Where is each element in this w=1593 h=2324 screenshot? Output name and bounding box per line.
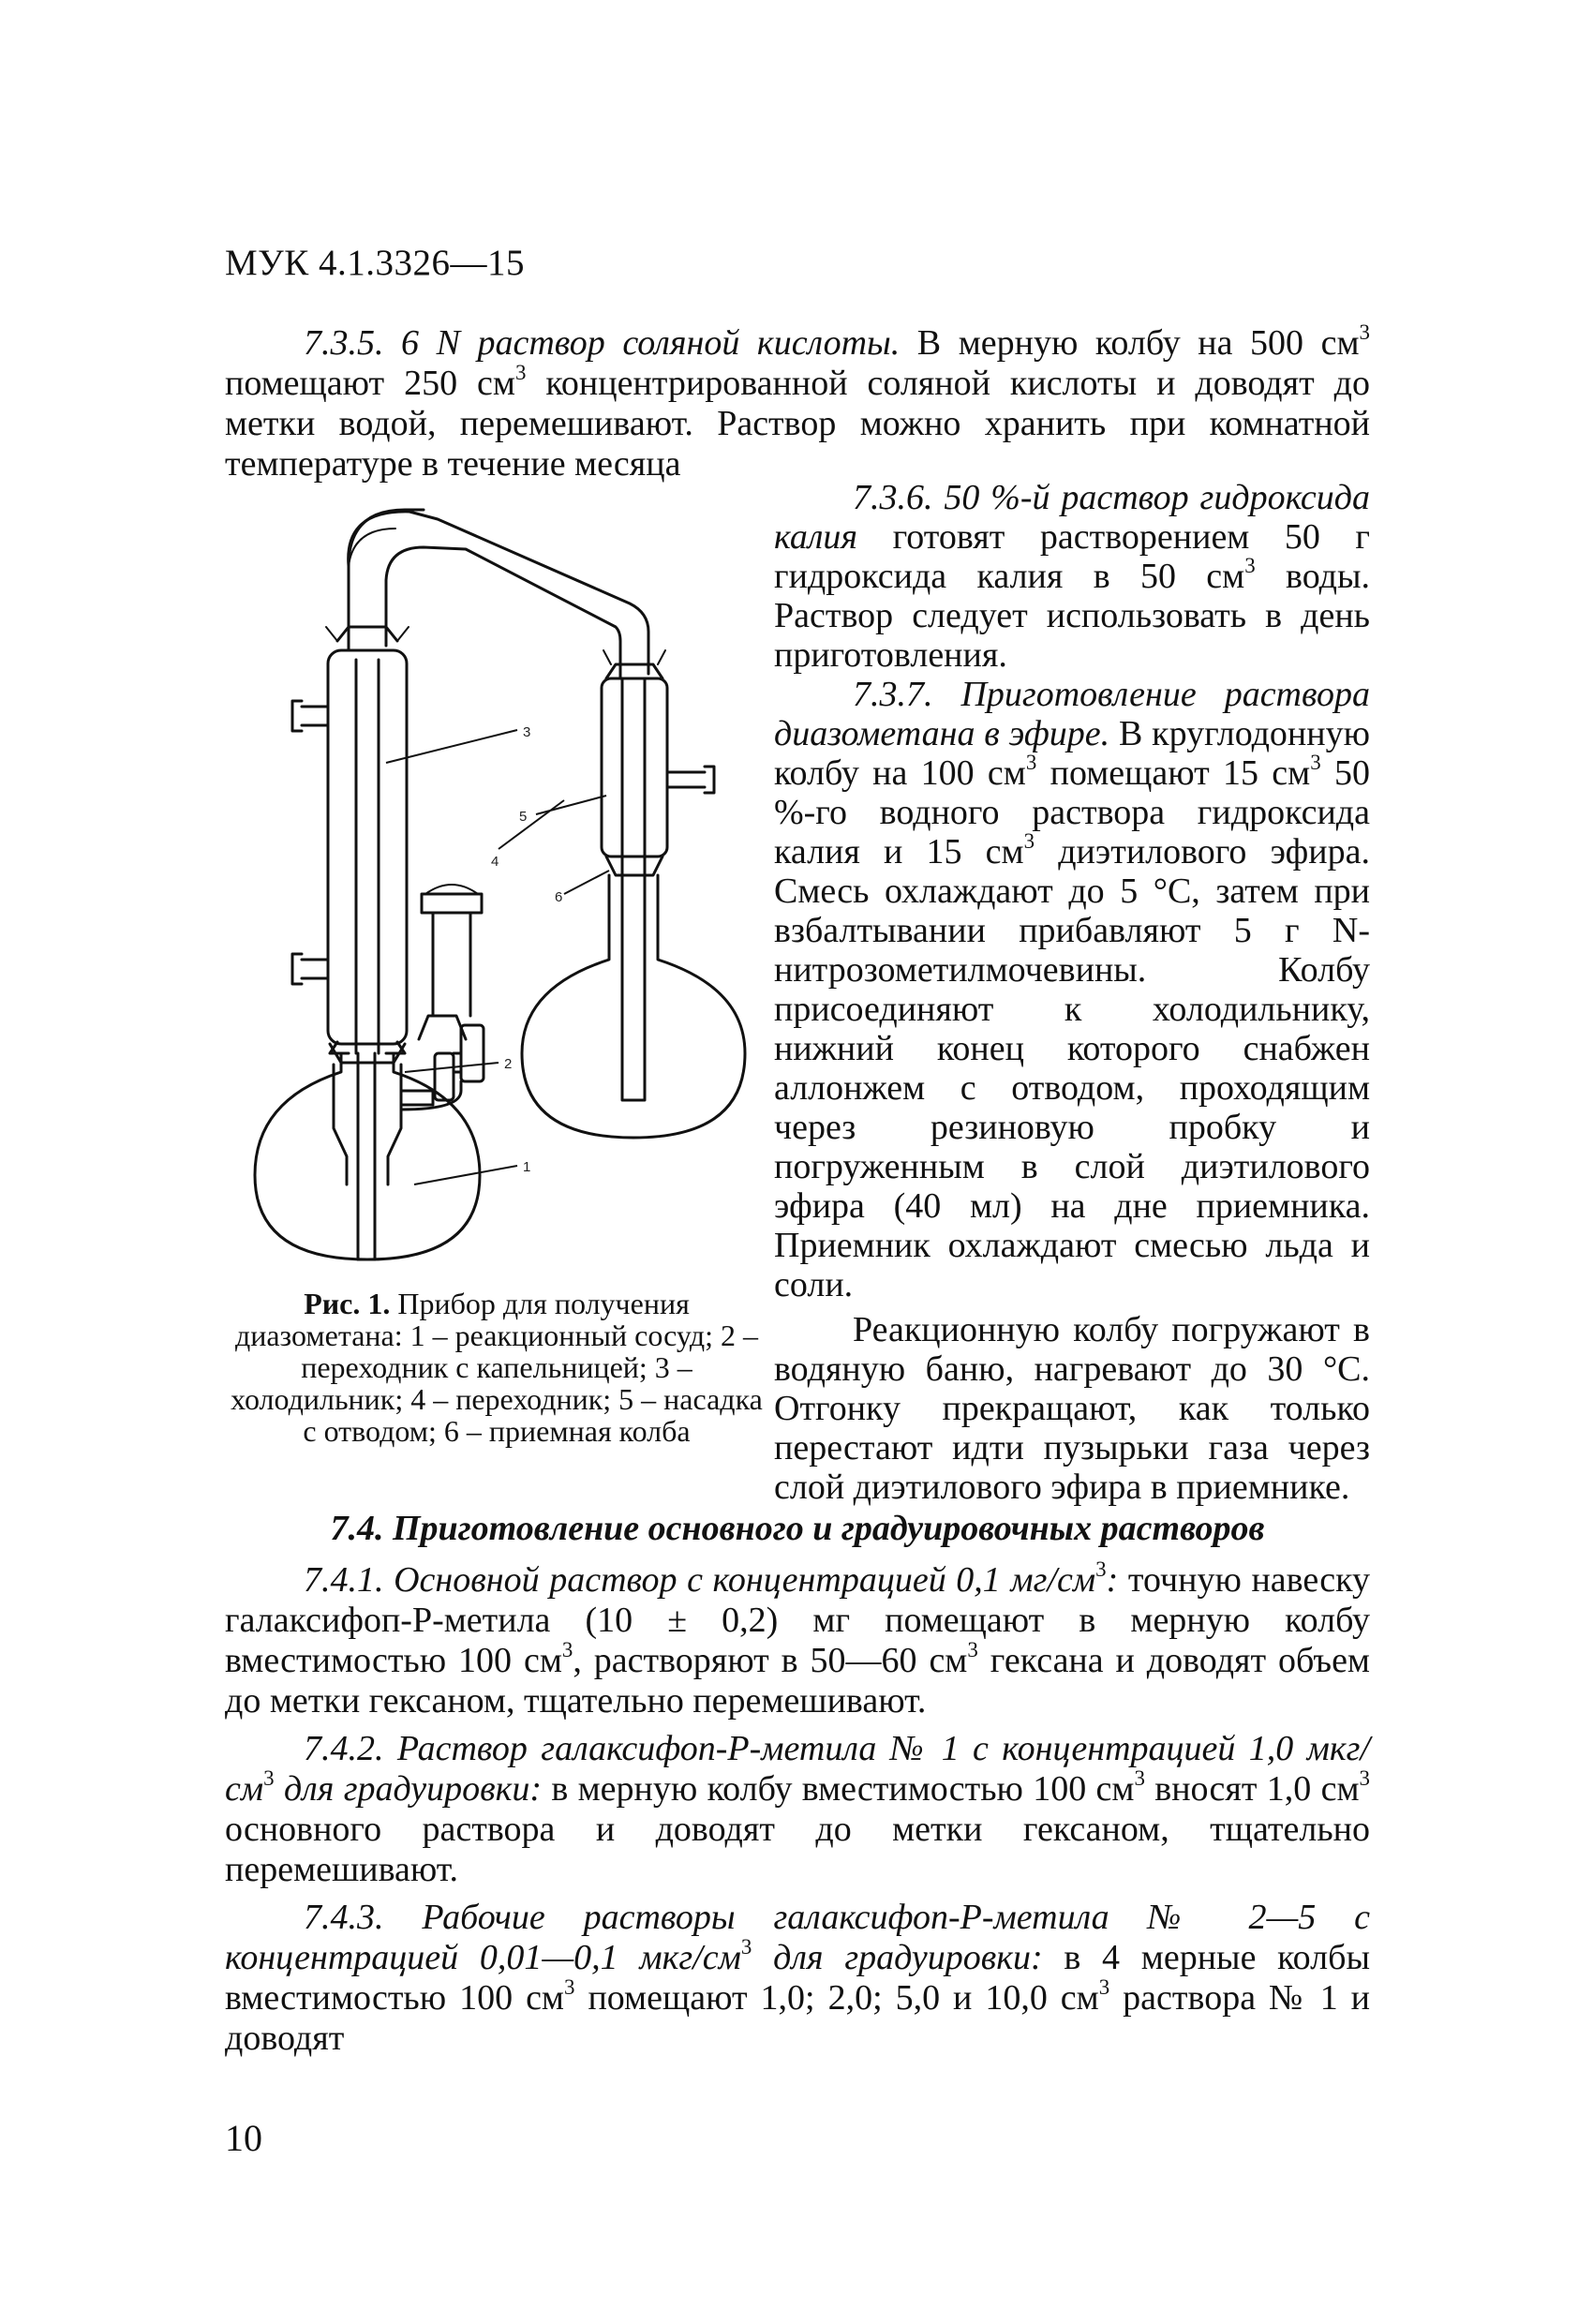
paragraph-7-3-5: 7.3.5. 6 N раствор соляной кислоты. В мерную колбу на 500 $см^3$ помещают 250 $см^3$ концентрированной соляной кислоты и доводят до метки водой, перемешивают. Раствор можно хранить при комнатной температуре в течение месяца [225, 320, 1370, 484]
paragraph-7-4-1: 7.4.1. Основной раствор с концентрацией 0,1 $мг/см^3$: точную навеску галаксифоп-Р-метила (10 ± 0,2) мг помещают в мерную колбу вместимостью 100 $см^3$, растворяют в 50—60 $см^3$ гексана и доводят объем до метки гексаном, тщательно перемешивают. [225, 1557, 1370, 1721]
paragraph-7-4-3: 7.4.3. Рабочие растворы галаксифоп-Р-метила № 2—5 с концентрацией 0,01—0,1 мкг/$см^3$ для градуировки: в 4 мерные колбы вместимостью 100 $см^3$ помещают 1,0; 2,0; 5,0 и 10,0 $см^3$ раствора № 1 и доводят [225, 1898, 1371, 2058]
label-4: 4 [491, 854, 499, 870]
right-column [774, 478, 1370, 1507]
section-heading-7-4: 7.4. Приготовление основного и градуировочных растворов [330, 1509, 1265, 1548]
paragraph-7-3-7-continued: Реакционную колбу погружают в водяную баню, нагревают до 30 °С. Отгонку прекращают, как только перестают идти пузырьки газа через слой диэтилового эфира в приемнике. [774, 1310, 1370, 1507]
paragraph-7-3-7: 7.3.7. Приготовление раствора диазометана в эфире. В круглодонную колбу на 100 $см^3$ помещают 15 $см^3$ 50 %-го водного раствора гидроксида калия и 15 $см^3$ диэтилового эфира. Смесь охлаждают до 5 °С, затем при взбалтывании прибавляют 5 г N-нитрозометилмочевины. Колбу присоединяют к холодильнику, нижний конец которого снабжен аллонжем с отводом, проходящим через резиновую пробку и погруженным в слой диэтилового эфира (40 мл) на дне приемника. Приемник охлаждают смесью льда и соли. [774, 675, 1370, 1304]
label-6: 6 [555, 889, 563, 905]
paragraph-7-4-2: 7.4.2. Раствор галаксифоп-Р-метила № 1 с концентрацией 1,0 мкг/$см^3$ для градуировки: в мерную колбу вместимостью 100 $см^3$ вносят 1,0 $см^3$ основного раствора и доводят до метки гексаном, тщательно перемешивают. [225, 1729, 1370, 1889]
section-7-4-body [225, 1557, 1371, 2059]
paragraph-7-3-6: 7.3.6. 50 %-й раствор гидроксида калия готовят растворением 50 г гидроксида калия в 50 $см^3$ воды. Раствор следует использовать в день приготовления. [774, 478, 1370, 675]
caption-label: Рис. 1. [304, 1287, 391, 1320]
receiver-flask [522, 875, 745, 1138]
condenser-jacket [328, 650, 407, 1044]
page-number: 10 [225, 2117, 262, 2159]
receiver-head [602, 678, 667, 857]
reaction-flask [255, 1053, 480, 1259]
section-label: 7.3.5. 6 N раствор соляной кислоты. [304, 323, 901, 363]
label-5: 5 [519, 809, 528, 825]
section-7-3-5 [225, 320, 1370, 484]
label-2: 2 [504, 1056, 513, 1072]
apparatus-figure [236, 491, 761, 1278]
label-3: 3 [523, 724, 531, 740]
dropping-adapter [334, 1065, 401, 1184]
running-title: МУК 4.1.3326—15 [225, 243, 526, 283]
label-1: 1 [523, 1159, 531, 1175]
figure-caption: Рис. 1. Прибор для получения диазометана: 1 – реакционный сосуд; 2 – переходник с капельницей; 3 – холодильник; 4 – переходник; 5 – насадка с отводом; 6 – приемная колба [231, 1287, 763, 1448]
